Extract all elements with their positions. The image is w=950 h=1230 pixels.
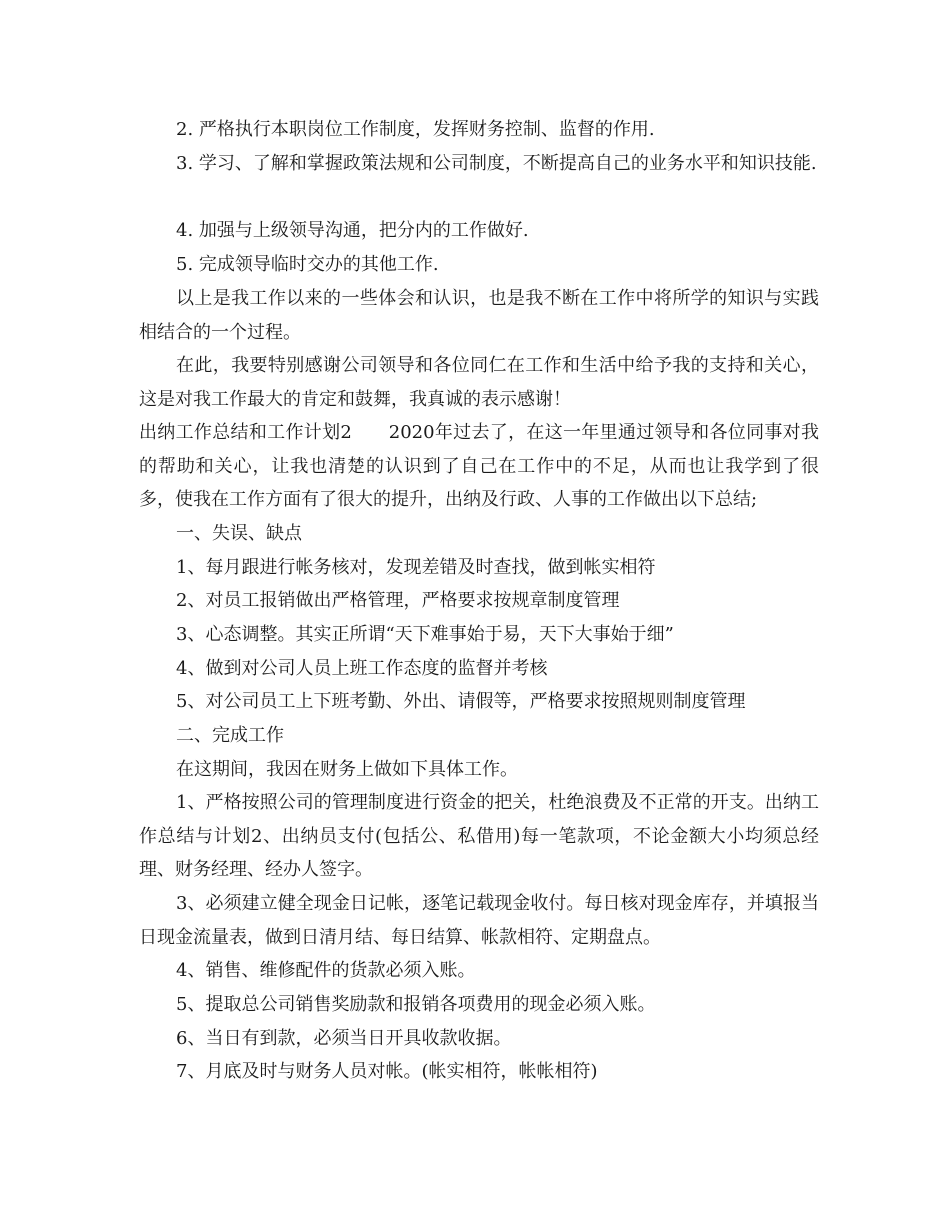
paragraph-thanks: 在此，我要特别感谢公司领导和各位同仁在工作和生活中给予我的支持和关心，这是对我工作最大的肯定和鼓舞，我真诚的表示感谢！ [139, 355, 819, 410]
paragraph-summary-intro: 出纳工作总结和工作计划2 2020年过去了，在这一年里通过领导和各位同事对我的帮助和关心，让我也清楚的认识到了自己在工作中的不足，从而也让我学到了很多，使我在工作方面有了很大的提升，出纳及行政、人事的工作做出以下总结; [139, 422, 819, 511]
list-item: 1、每月跟进行帐务核对，发现差错及时查找，做到帐实相符 [176, 557, 656, 578]
paragraph-item-4: 4. 加强与上级领导沟通，把分内的工作做好. [176, 220, 529, 241]
list-item: 4、销售、维修配件的货款必须入账。 [176, 960, 476, 981]
list-item: 6、当日有到款，必须当日开具收款收据。 [176, 1028, 512, 1049]
paragraph-work-intro: 在这期间，我因在财务上做如下具体工作。 [176, 759, 518, 780]
list-item: 3、心态调整。其实正所谓“天下难事始于易，天下大事始于细” [176, 624, 674, 645]
list-item: 1、严格按照公司的管理制度进行资金的把关，杜绝浪费及不正常的开支。出纳工作总结与计划2、出纳员支付(包括公、私借用)每一笔款项，不论金额大小均须总经理、财务经理、经办人签字。 [139, 792, 819, 881]
list-item: 2、对员工报销做出严格管理，严格要求按规章制度管理 [176, 590, 620, 611]
paragraph-item-5: 5. 完成领导临时交办的其他工作. [176, 254, 439, 275]
section-heading-mistakes: 一、失误、缺点 [176, 523, 302, 544]
list-item: 4、做到对公司人员上班工作态度的监督并考核 [176, 658, 548, 679]
section-heading-completed-work: 二、完成工作 [176, 725, 284, 746]
list-item: 7、月底及时与财务人员对帐。(帐实相符，帐帐相符) [176, 1061, 598, 1082]
list-item: 5、对公司员工上下班考勤、外出、请假等，严格要求按照规则制度管理 [176, 691, 746, 712]
list-item: 5、提取总公司销售奖励款和报销各项费用的现金必须入账。 [176, 994, 656, 1015]
paragraph-item-2: 2. 严格执行本职岗位工作制度，发挥财务控制、监督的作用. [176, 119, 655, 140]
paragraph-item-3: 3. 学习、了解和掌握政策法规和公司制度，不断提高自己的业务水平和知识技能. [176, 153, 817, 174]
list-item: 3、必须建立健全现金日记帐，逐笔记载现金收付。每日核对现金库存，并填报当日现金流量表，做到日清月结、每日结算、帐款相符、定期盘点。 [139, 893, 819, 948]
paragraph-experience: 以上是我工作以来的一些体会和认识，也是我不断在工作中将所学的知识与实践相结合的一个过程。 [139, 288, 819, 343]
